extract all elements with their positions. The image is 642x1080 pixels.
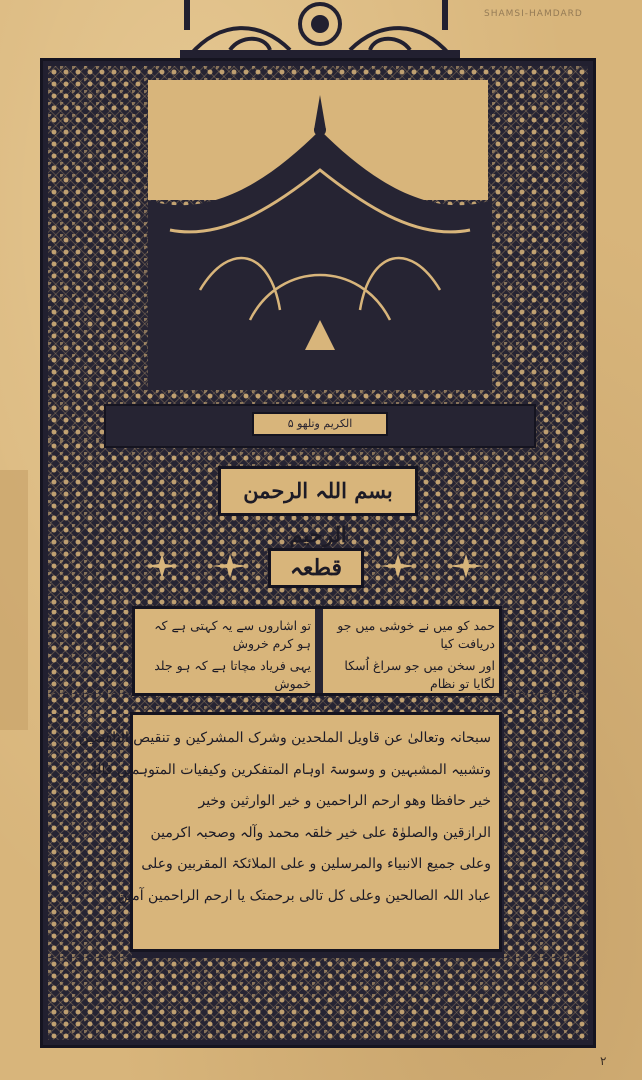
star-flower-icon: [210, 552, 250, 580]
torn-edge: [0, 470, 28, 730]
star-flower-icon: [446, 552, 486, 580]
prose-line: سبحانہ وتعالیٰ عن قاویل الملحدین وشرک المشرکین و تنقیص الناقصین: [78, 730, 491, 746]
arch-ornament: [100, 90, 540, 390]
verse-right-line-2: اور سخن میں جو سراغ اُسکا لگایا تو نظام: [344, 658, 495, 691]
prose-line: الرازقین والصلوٰۃ علی خیر خلقہ محمد وآلہ وصحبہ اکرمین: [150, 824, 491, 841]
faded-stamp: SHAMSI-HAMDARD: [484, 9, 583, 19]
bismillah-heading: بسم اللہ الرحمن الرحیم: [218, 466, 418, 516]
frame-pattern-band: [48, 694, 588, 714]
top-label: الکریم وتلھو ۵: [252, 412, 388, 436]
verse-divider: [315, 609, 323, 693]
verse-panel: [132, 606, 502, 696]
verse-right-line-1: حمد کو میں نے خوشی میں جو دریافت کیا: [337, 618, 495, 651]
qita-heading: قطعہ: [268, 548, 364, 588]
prose-line: خیر حافظا وھو ارحم الراحمین و خیر الوارثین وخیر: [198, 793, 491, 809]
star-flower-icon: [142, 552, 182, 580]
prose-line: وتشبیہ المشبہین و وسوسۃ اوہام المتفکرین وکیفیات المتوہمین فالله: [85, 761, 491, 778]
top-crest-ornament: [170, 0, 470, 60]
prose-line: وعلی جمیع الانبیاء والمرسلین و علی الملائکۃ المقربین وعلی: [141, 856, 491, 872]
prose-panel: [78, 712, 502, 952]
page-number: ۲: [600, 1054, 607, 1068]
verse-left-line-2: یہی فریاد مچاتا ہے کہ ہو جلد خموش: [154, 658, 311, 691]
star-flower-icon: [378, 552, 418, 580]
prose-line: عباد اللہ الصالحین وعلی کل تالی برحمتک یا ارحم الراحمین آمین: [117, 887, 491, 904]
frame-pattern-bottom: [48, 958, 588, 1040]
verse-left-line-1: تو اشاروں سے یہ کہتی ہے کہ ہو کرم خروش: [154, 618, 311, 651]
